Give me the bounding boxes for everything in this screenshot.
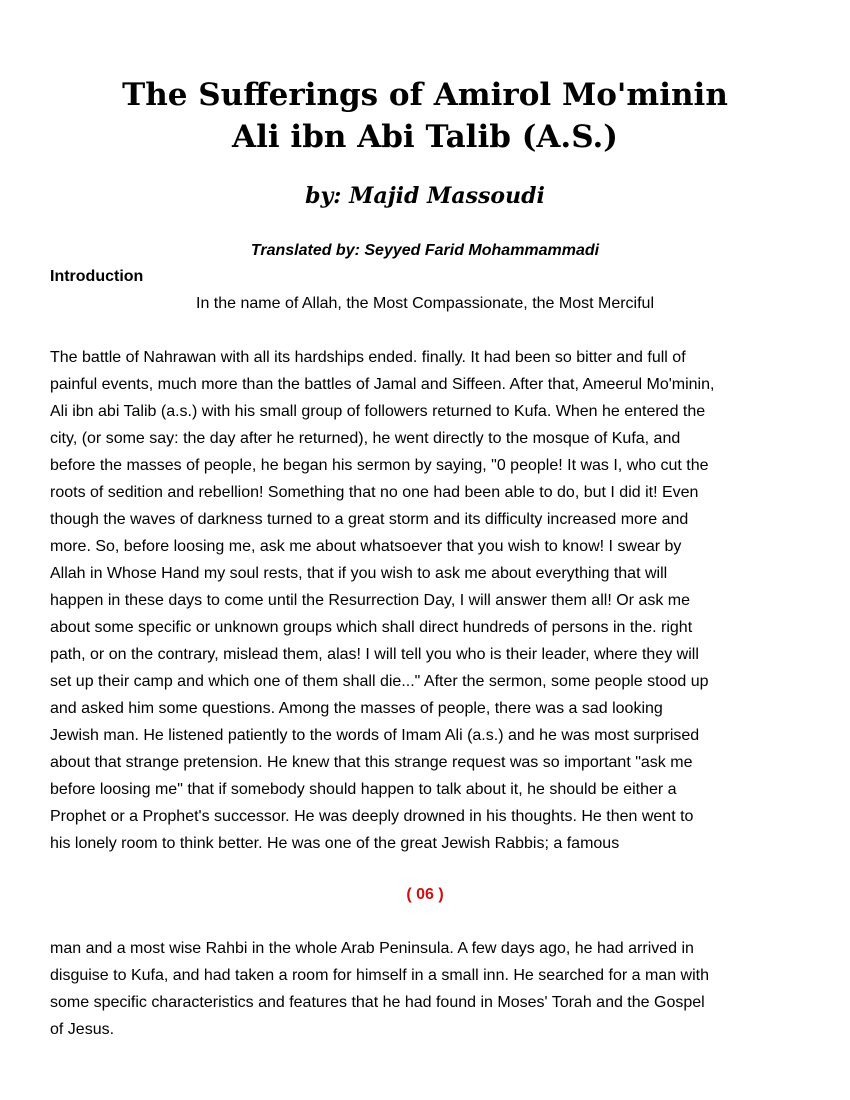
text-line: his lonely room to think better. He was one of the great Jewish Rabbis; a famous: [50, 835, 620, 852]
paragraph-2: [50, 935, 810, 1043]
section-heading: Introduction: [50, 268, 144, 285]
text-line: before loosing me" that if somebody should happen to talk about it, he should be either a: [50, 781, 677, 798]
text-line: Ali ibn abi Talib (a.s.) with his small group of followers returned to Kufa. When he entered the: [50, 403, 706, 420]
text-line: about that strange pretension. He knew that this strange request was so important "ask me: [50, 754, 693, 771]
text-line: though the waves of darkness turned to a great storm and its difficulty increased more and: [50, 511, 689, 528]
text-line: Prophet or a Prophet's successor. He was deeply drowned in his thoughts. He then went to: [50, 808, 694, 825]
text-line: The battle of Nahrawan with all its hardships ended. finally. It had been so bitter and full of: [50, 349, 686, 366]
text-line: set up their camp and which one of them shall die..." After the sermon, some people stood up: [50, 673, 709, 690]
text-line: roots of sedition and rebellion! Something that no one had been able to do, but I did it! Even: [50, 484, 699, 501]
text-line: some specific characteristics and features that he had found in Moses' Torah and the Gospel: [50, 994, 705, 1011]
bismillah-line: In the name of Allah, the Most Compassionate, the Most Merciful: [196, 295, 654, 312]
text-line: disguise to Kufa, and had taken a room for himself in a small inn. He searched for a man with: [50, 967, 710, 984]
text-line: painful events, much more than the battles of Jamal and Siffeen. After that, Ameerul Mo'minin,: [50, 376, 715, 393]
text-line: and asked him some questions. Among the masses of people, there was a sad looking: [50, 700, 663, 717]
text-line: Allah in Whose Hand my soul rests, that if you wish to ask me about everything that will: [50, 565, 668, 582]
author-byline: by: Majid Massoudi: [305, 183, 545, 209]
text-line: about some specific or unknown groups which shall direct hundreds of persons in the. right: [50, 619, 693, 636]
text-line: path, or on the contrary, mislead them, alas! I will tell you who is their leader, where they will: [50, 646, 699, 663]
text-line: more. So, before loosing me, ask me about whatsoever that you wish to know! I swear by: [50, 538, 682, 555]
document-title-line-2: Ali ibn Abi Talib (A.S.): [232, 119, 618, 155]
paragraph-1: [50, 344, 810, 857]
translator-credit: Translated by: Seyyed Farid Mohammammadi: [250, 242, 600, 259]
text-line: of Jesus.: [50, 1021, 115, 1038]
page-number: ( 06 ): [406, 886, 444, 903]
text-line: man and a most wise Rahbi in the whole Arab Peninsula. A few days ago, he had arrived in: [50, 940, 694, 957]
text-line: city, (or some say: the day after he returned), he went directly to the mosque of Kufa, and: [50, 430, 681, 447]
text-line: happen in these days to come until the Resurrection Day, I will answer them all! Or ask me: [50, 592, 690, 609]
document-title-line-1: The Sufferings of Amirol Mo'minin: [122, 77, 728, 113]
text-line: Jewish man. He listened patiently to the words of Imam Ali (a.s.) and he was most surprised: [50, 727, 700, 744]
text-line: before the masses of people, he began his sermon by saying, "0 people! It was I, who cut the: [50, 457, 709, 474]
